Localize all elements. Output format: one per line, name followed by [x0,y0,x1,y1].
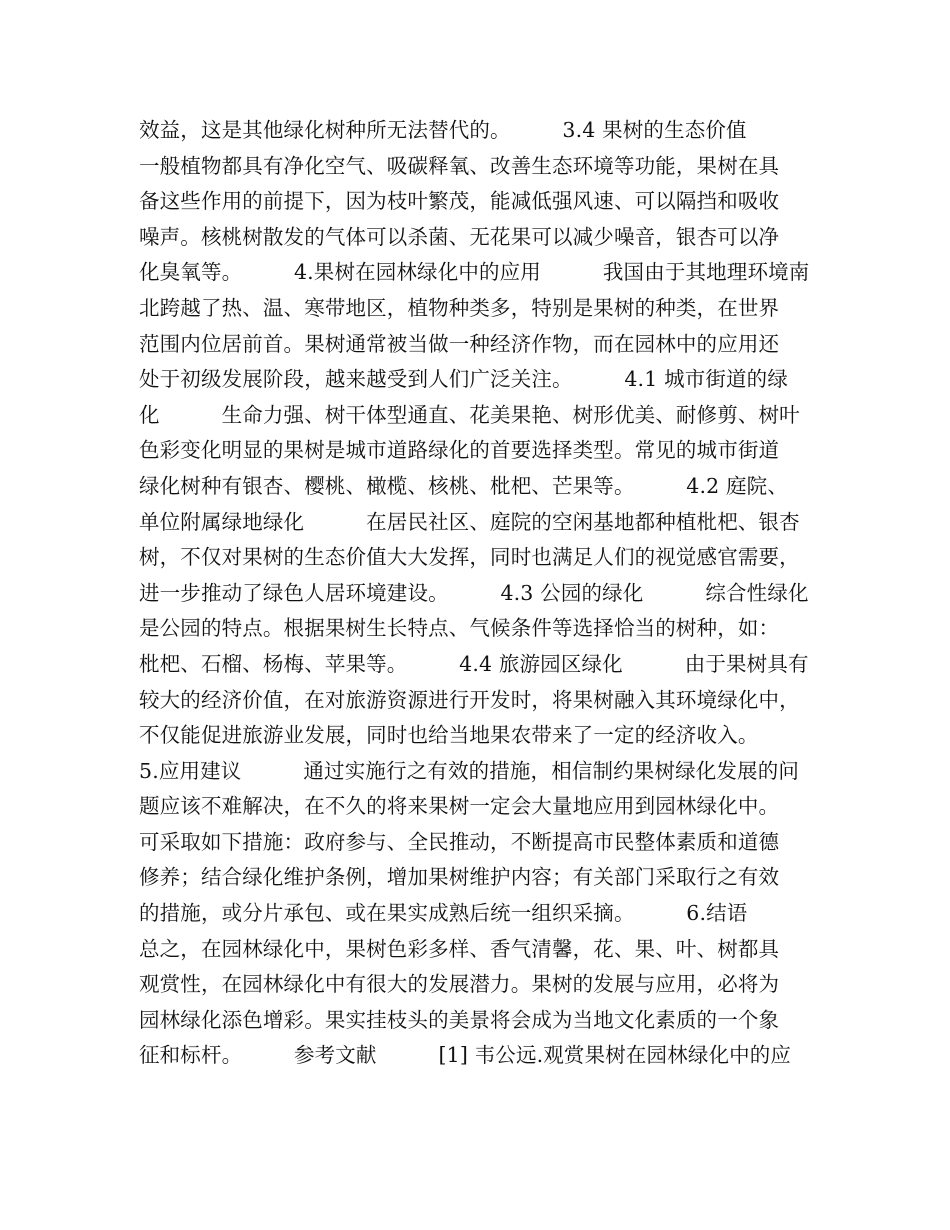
text-line: 的措施，或分片承包、或在果实成熟后统一组织采摘。 6.结语 [139,901,748,926]
text-line: 可采取如下措施：政府参与、全民推动，不断提高市民整体素质和道德 [139,829,780,854]
text-line: 观赏性，在园林绿化中有很大的发展潜力。果树的发展与应用，必将为 [139,972,780,997]
text-line: 范围内位居前首。果树通常被当做一种经济作物，而在园林中的应用还 [139,331,780,356]
text-line: 北跨越了热、温、寒带地区，植物种类多，特别是果树的种类，在世界 [139,295,780,320]
body-text [139,113,829,1074]
text-line: 单位附属绿地绿化 在居民社区、庭院的空闲基地都种植枇杷、银杏 [139,509,800,534]
text-line: 一般植物都具有净化空气、吸碳释氧、改善生态环境等功能，果树在具 [139,153,780,178]
text-line: 题应该不难解决，在不久的将来果树一定会大量地应用到园林绿化中。 [139,794,780,819]
text-line: 总之，在园林绿化中，果树色彩多样、香气清馨，花、果、叶、树都具 [139,936,780,961]
text-line: 征和标杆。 参考文献 [1] 韦公远.观赏果树在园林绿化中的应 [139,1043,792,1068]
text-line: 是公园的特点。根据果树生长特点、气候条件等选择恰当的树种，如： [139,616,780,641]
text-line: 效益，这是其他绿化树种所无法替代的。 3.4 果树的生态价值 [139,118,747,142]
text-line: 化臭氧等。 4.果树在园林绿化中的应用 我国由于其地理环境南 [139,260,810,285]
text-line: 噪声。核桃树散发的气体可以杀菌、无花果可以减少噪音，银杏可以净 [139,224,780,249]
text-line: 色彩变化明显的果树是城市道路绿化的首要选择类型。常见的城市街道 [139,438,780,463]
text-line: 树，不仅对果树的生态价值大大发挥，同时也满足人们的视觉感官需要， [139,545,800,570]
text-line: 进一步推动了绿色人居环境建设。 4.3 公园的绿化 综合性绿化 [139,580,809,605]
text-line: 化 生命力强、树干体型通直、花美果艳、树形优美、耐修剪、树叶 [139,402,800,427]
text-line: 备这些作用的前提下，因为枝叶繁茂，能减低强风速、可以隔挡和吸收 [139,189,780,214]
text-line: 修养；结合绿化维护条例，增加果树维护内容；有关部门采取行之有效 [139,865,780,890]
text-line: 较大的经济价值，在对旅游资源进行开发时，将果树融入其环境绿化中， [139,687,800,712]
text-line: 枇杷、石榴、杨梅、苹果等。 4.4 旅游园区绿化 由于果树具有 [139,651,809,676]
text-line: 处于初级发展阶段，越来越受到人们广泛关注。 4.1 城市街道的绿 [139,367,788,392]
text-line: 绿化树种有银杏、樱桃、橄榄、核桃、枇杷、芒果等。 4.2 庭院、 [139,473,788,498]
text-line: 园林绿化添色增彩。果实挂枝头的美景将会成为当地文化素质的一个象 [139,1007,780,1032]
text-line: 不仅能促进旅游业发展，同时也给当地果农带来了一定的经济收入。 [139,723,759,748]
text-line: 5.应用建议 通过实施行之有效的措施，相信制约果树绿化发展的问 [139,758,800,783]
